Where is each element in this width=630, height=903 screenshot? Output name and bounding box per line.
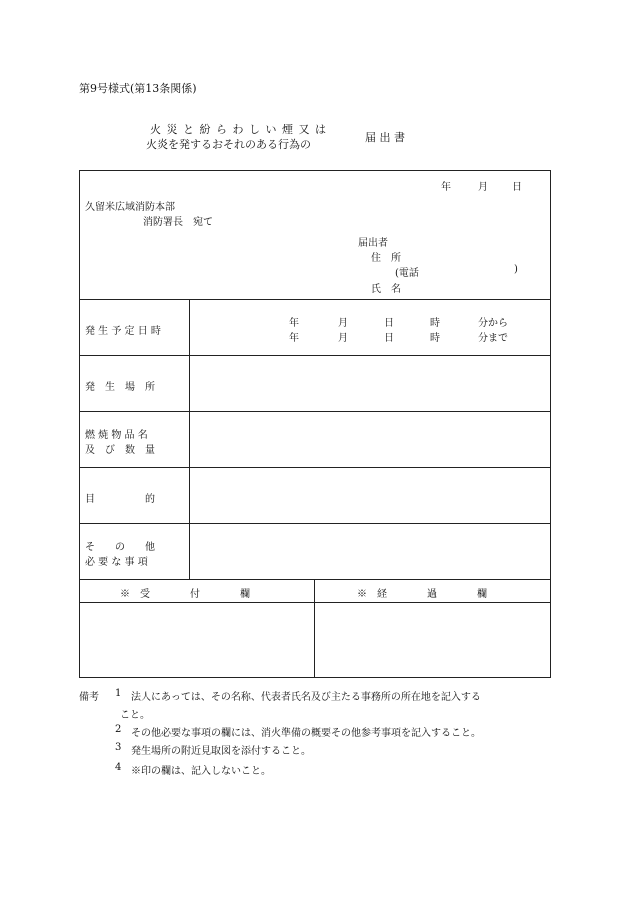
- from-month: 月: [338, 318, 348, 329]
- other-label-1: そ の 他: [85, 542, 155, 553]
- note-number: 2: [115, 724, 122, 735]
- progress-header: ※ 経 過 欄: [357, 589, 487, 600]
- from-hour: 時: [430, 318, 440, 329]
- applicant-label: 届出者: [358, 238, 388, 249]
- from-suffix: 分から: [478, 318, 508, 329]
- to-month: 月: [338, 333, 348, 344]
- note-text: ※印の欄は、記入しないこと。: [131, 766, 271, 777]
- note-text: こと。: [120, 710, 150, 721]
- title-suffix: 届 出 書: [365, 131, 405, 144]
- material-label-2: 及 び 数 量: [85, 445, 155, 456]
- schedule-label: 発 生 予 定 日 時: [85, 326, 161, 337]
- title-line-2: 火炎を発するおそれのある行為の: [146, 138, 311, 151]
- note-number: 1: [115, 688, 122, 699]
- notes-heading: 備考: [79, 692, 99, 703]
- to-suffix: 分まで: [478, 333, 508, 344]
- date-year: 年: [441, 182, 451, 193]
- note-text: 法人にあっては、その名称、代表者氏名及び主たる事務所の所在地を記入する: [131, 692, 481, 703]
- to-hour: 時: [430, 333, 440, 344]
- note-number: 3: [115, 742, 122, 753]
- from-day: 日: [384, 318, 394, 329]
- date-month: 月: [478, 182, 488, 193]
- name-label: 氏 名: [371, 284, 401, 295]
- addressee-line-2: 消防署長 宛て: [143, 217, 213, 228]
- phone-close: ): [514, 264, 518, 275]
- form-number: 第9号様式(第13条関係): [79, 82, 197, 95]
- purpose-label: 目 的: [85, 494, 155, 505]
- location-label: 発 生 場 所: [85, 382, 155, 393]
- other-label-2: 必 要 な 事 項: [85, 557, 148, 568]
- reception-header: ※ 受 付 欄: [120, 589, 250, 600]
- phone-open: (電話: [395, 268, 419, 279]
- addressee-line-1: 久留米広域消防本部: [85, 202, 175, 213]
- title-line-1: 火 災 と 紛 ら わ し い 煙 又 は: [150, 123, 327, 136]
- material-label-1: 燃 焼 物 品 名: [85, 430, 148, 441]
- note-text: 発生場所の附近見取図を添付すること。: [131, 746, 311, 757]
- to-year: 年: [289, 333, 299, 344]
- address-label: 住 所: [371, 253, 401, 264]
- note-number: 4: [115, 762, 122, 773]
- note-text: その他必要な事項の欄には、消火準備の概要その他参考事項を記入すること。: [131, 728, 481, 739]
- date-day: 日: [512, 182, 522, 193]
- to-day: 日: [384, 333, 394, 344]
- from-year: 年: [289, 318, 299, 329]
